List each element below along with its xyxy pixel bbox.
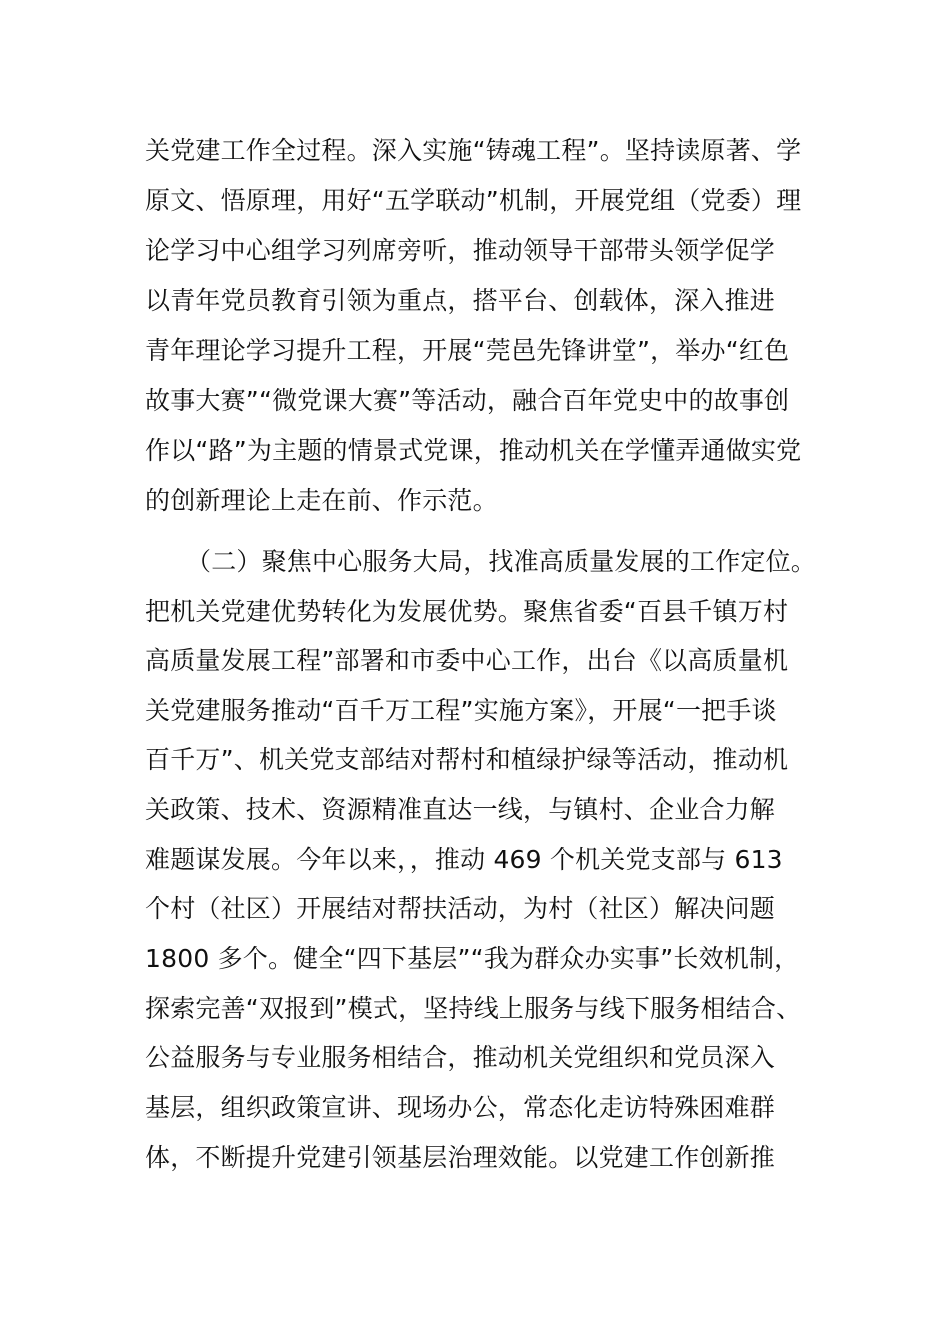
text-line: 难题谋发展。今年以来，，推动 469 个机关党支部与 613 (145, 845, 783, 874)
section-heading-line: （二）聚焦中心服务大局，找准高质量发展的工作定位。 (186, 547, 817, 576)
text-line: 关政策、技术、资源精准直达一线，与镇村、企业合力解 (145, 795, 776, 824)
text-line: 1800 多个。健全“四下基层”“我为群众办实事”长效机制， (145, 944, 800, 973)
text-line: 百千万”、机关党支部结对帮村和植绿护绿等活动，推动机 (145, 745, 789, 774)
text-line: 探索完善“双报到”模式，坚持线上服务与线下服务相结合、 (145, 994, 802, 1023)
text-line: 体，不断提升党建引领基层治理效能。以党建工作创新推 (145, 1143, 776, 1172)
text-line: 论学习中心组学习列席旁听，推动领导干部带头领学促学 (145, 236, 776, 265)
text-line: 高质量发展工程”部署和市委中心工作，出台《以高质量机 (145, 646, 789, 675)
text-line: 故事大赛”“微党课大赛”等活动，融合百年党史中的故事创 (145, 386, 790, 415)
text-line: 把机关党建优势转化为发展优势。聚焦省委“百县千镇万村 (145, 597, 789, 626)
text-line: 关党建服务推动“百千万工程”实施方案》，开展“一把手谈 (145, 696, 777, 725)
text-line: 以青年党员教育引领为重点，搭平台、创载体，深入推进 (145, 286, 776, 315)
text-line: 作以“路”为主题的情景式党课，推动机关在学懂弄通做实党 (145, 436, 802, 465)
text-line: 的创新理论上走在前、作示范。 (145, 486, 498, 515)
text-line: 基层，组织政策宣讲、现场办公，常态化走访特殊困难群 (145, 1093, 776, 1122)
text-line: 关党建工作全过程。深入实施“铸魂工程”。坚持读原著、学 (145, 136, 802, 165)
text-line: 个村（社区）开展结对帮扶活动，为村（社区）解决问题 (145, 894, 776, 923)
text-line: 公益服务与专业服务相结合，推动机关党组织和党员深入 (145, 1043, 776, 1072)
text-line: 青年理论学习提升工程，开展“莞邑先锋讲堂”，举办“红色 (145, 336, 790, 365)
text-line: 原文、悟原理，用好“五学联动”机制，开展党组（党委）理 (145, 186, 802, 215)
